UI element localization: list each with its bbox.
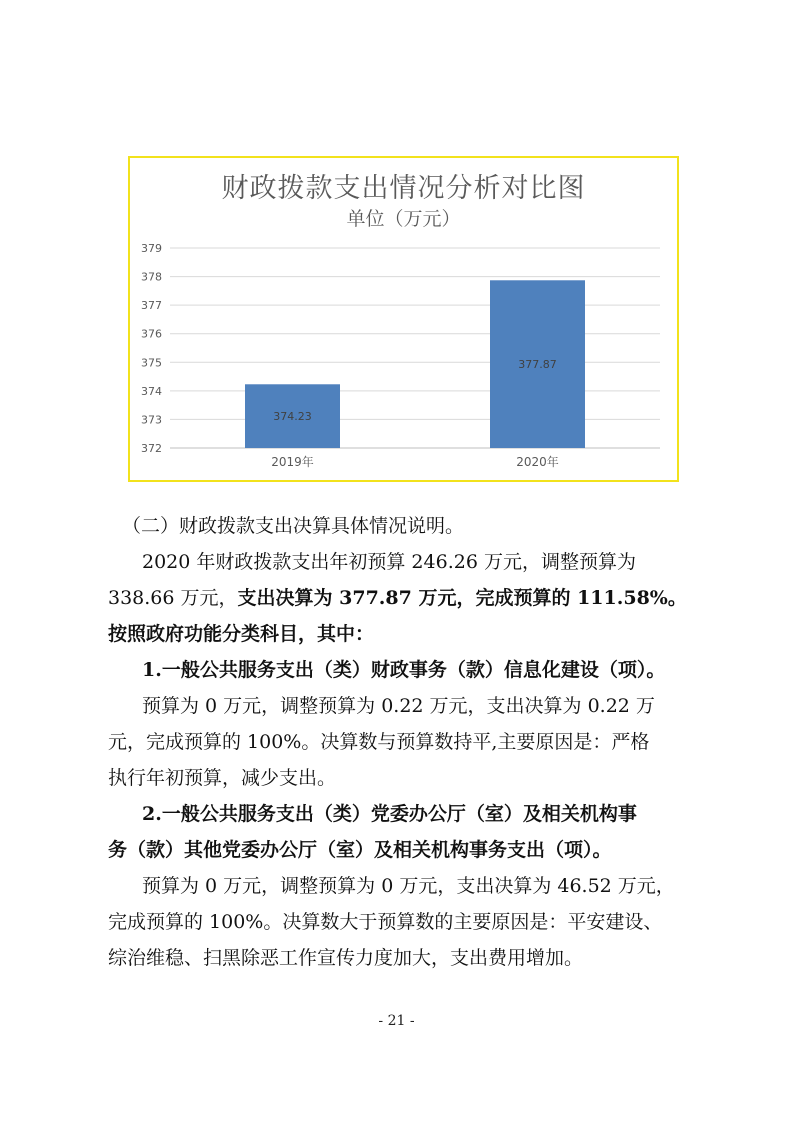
y-tick-label-7: 379 xyxy=(141,242,162,255)
y-tick-label-0: 372 xyxy=(141,442,162,455)
data-label-0: 374.23 xyxy=(273,410,312,424)
chart-container xyxy=(128,156,679,482)
x-tick-label-0: 2019年 xyxy=(271,455,314,469)
item1-line-1: 预算为 0 万元，调整预算为 0.22 万元，支出决算为 0.22 万 xyxy=(142,695,655,717)
y-tick-label-5: 377 xyxy=(141,299,162,313)
intro-line-2-a: 338.66 万元， xyxy=(108,587,238,609)
y-tick-label-1: 373 xyxy=(141,413,162,427)
intro-line-3: 按照政府功能分类科目，其中： xyxy=(108,623,375,645)
item1-line-3: 执行年初预算，减少支出。 xyxy=(108,767,337,789)
intro-line-1: 2020 年财政拨款支出年初预算 246.26 万元，调整预算为 xyxy=(142,551,636,573)
chart-title: 财政拨款支出情况分析对比图 xyxy=(221,173,586,204)
item2-line-1: 预算为 0 万元，调整预算为 0 万元，支出决算为 46.52 万元， xyxy=(142,875,675,897)
section-heading: （二）财政拨款支出决算具体情况说明。 xyxy=(122,515,465,537)
item1-title: 1.一般公共服务支出（类）财政事务（款）信息化建设（项）。 xyxy=(142,659,666,681)
bar-chart xyxy=(130,158,677,480)
intro-line-2 xyxy=(108,580,708,616)
intro-line-2-b: 支出决算为 377.87 万元，完成预算的 111.58%。 xyxy=(237,587,687,609)
item2-title-line-2: 务（款）其他党委办公厅（室）及相关机构事务支出（项）。 xyxy=(108,839,612,861)
y-tick-label-2: 374 xyxy=(141,384,162,398)
item2-line-3: 综治维稳、扫黑除恶工作宣传力度加大，支出费用增加。 xyxy=(108,947,584,969)
body-text xyxy=(108,508,708,976)
page-number: - 21 - xyxy=(378,1013,415,1029)
y-tick-label-4: 376 xyxy=(141,327,162,341)
item2-line-2: 完成预算的 100%。决算数大于预算数的主要原因是：平安建设、 xyxy=(108,911,663,933)
data-label-1: 377.87 xyxy=(518,358,557,372)
chart-subtitle: 单位（万元） xyxy=(346,208,461,230)
item1-line-2: 元，完成预算的 100%。决算数与预算数持平,主要原因是：严格 xyxy=(108,731,650,753)
y-tick-label-6: 378 xyxy=(141,270,162,284)
y-tick-label-3: 375 xyxy=(141,356,162,370)
x-tick-label-1: 2020年 xyxy=(516,455,559,469)
item2-title-line-1: 2.一般公共服务支出（类）党委办公厅（室）及相关机构事 xyxy=(142,803,637,825)
